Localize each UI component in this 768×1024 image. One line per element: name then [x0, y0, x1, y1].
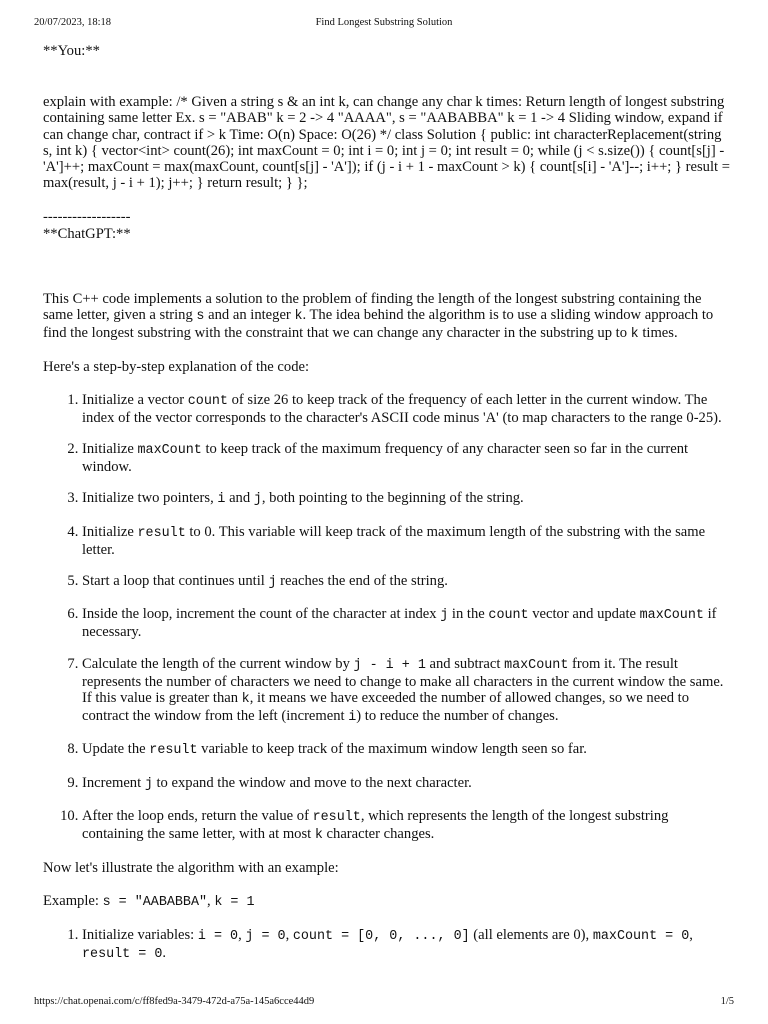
list-item: 4. Initialize result to 0. This variable will keep track of the maximum length of the substring with the same letter.: [82, 524, 733, 558]
user-question: explain with example: /* Given a string s & an int k, can change any char k times: Return length of longest substring containing same letter Ex. s = "ABAB" k = 2 -> 4 "AAAA", s = "AABABBA" k = 1 -> 4 Sliding window, expand if can change char, contract if > k Time: O(n) Space: O(26) */ class Solution { public: int characterReplacement(string s, int k) { vector<int> count(26); int maxCount = 0; int i = 0; int j = 0; int result = 0; while (j < s.size()) { count[s[j] - 'A']++; maxCount = max(maxCount, count[s[j] - 'A']); if (j - i + 1 - maxCount > k) { count[s[i] - 'A']--; i++; } result = max(result, j - i + 1); j++; } return result; } };: [43, 94, 730, 192]
intro-paragraph: This C++ code implements a solution to the problem of finding the length of the longest substring containing the same letter, given a string s and an integer k. The idea behind the algorithm is to use a sliding window approach to find the longest substring with the constraint that we can change any character in the substring up to k times.: [43, 290, 714, 343]
page-number: 1/5: [720, 996, 734, 1007]
list-item: 5. Start a loop that continues until j reaches the end of the string.: [82, 573, 733, 591]
page-url: https://chat.openai.com/c/ff8fed9a-3479-472d-a75a-145a6cce44d9: [34, 996, 315, 1007]
list-item: 10. After the loop ends, return the value of result, which represents the length of the longest substring containing the same letter, with at most k character changes.: [82, 808, 733, 844]
chatgpt-label: **ChatGPT:**: [43, 225, 131, 242]
steps-list: [43, 392, 733, 845]
print-datetime: 20/07/2023, 18:18: [34, 17, 112, 28]
list-item: 1. Initialize variables: i = 0, j = 0, count = [0, 0, ..., 0] (all elements are 0), maxCount = 0, result = 0.: [82, 927, 733, 963]
list-item: 7. Calculate the length of the current window by j - i + 1 and subtract maxCount from it. The result represents the number of characters we need to change to make all characters in the current window the same. If this value is greater than k, it means we have exceeded the number of allowed changes, so we need to contract the window from the left (increment i) to reduce the number of changes.: [82, 656, 733, 727]
list-item: 1. Initialize a vector count of size 26 to keep track of the frequency of each letter in the current window. The index of the vector corresponds to the character's ASCII code minus 'A' (to map characters to the range 0-25).: [82, 392, 733, 426]
example-intro: Now let's illustrate the algorithm with an example:: [43, 860, 339, 877]
list-item: 6. Inside the loop, increment the count of the character at index j in the count vector and update maxCount if necessary.: [82, 606, 733, 640]
document-title: Find Longest Substring Solution: [315, 17, 453, 28]
separator: ------------------: [43, 209, 131, 226]
list-item: 8. Update the result variable to keep track of the maximum window length seen so far.: [82, 741, 733, 759]
steps-intro: Here's a step-by-step explanation of the code:: [43, 359, 310, 376]
document-body: [43, 38, 733, 963]
you-label: **You:**: [43, 43, 100, 59]
list-item: 9. Increment j to expand the window and move to the next character.: [82, 775, 733, 793]
print-footer: [34, 996, 734, 1010]
list-item: 3. Initialize two pointers, i and j, both pointing to the beginning of the string.: [82, 490, 733, 508]
list-item: 2. Initialize maxCount to keep track of the maximum frequency of any character seen so far in the current window.: [82, 441, 733, 475]
example-heading: Example: s = "AABABBA", k = 1: [43, 892, 255, 910]
print-header: [34, 17, 734, 31]
example-steps-list: [43, 927, 733, 963]
